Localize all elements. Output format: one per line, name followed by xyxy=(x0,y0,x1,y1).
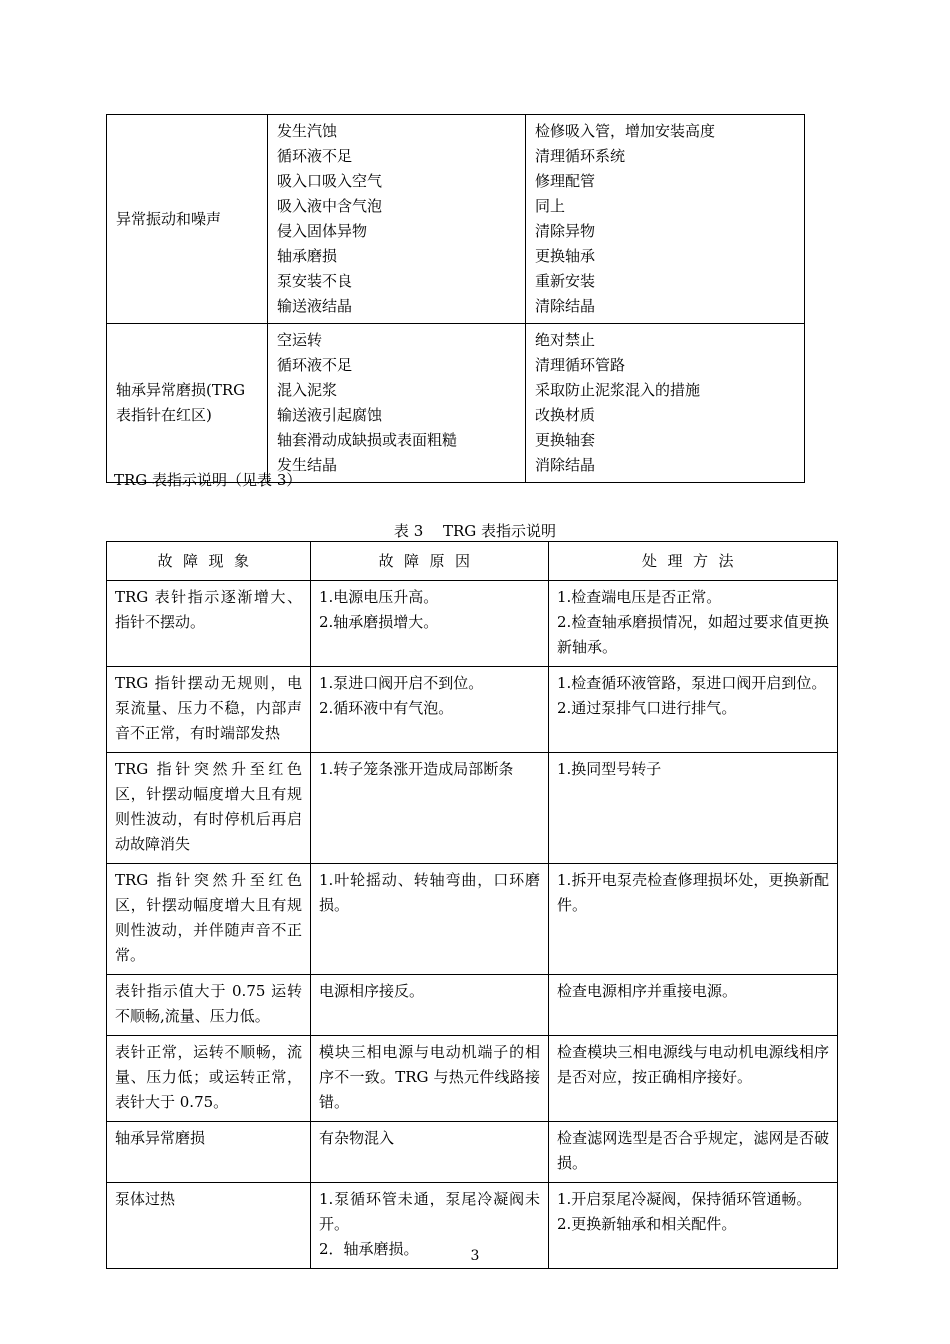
table-row xyxy=(107,115,805,324)
symptom-cell xyxy=(107,753,311,864)
cause-item: 吸入液中含气泡 xyxy=(277,197,383,215)
page-number: 3 xyxy=(470,1248,480,1264)
symptom-cell xyxy=(107,1036,311,1122)
cause-item: 循环液不足 xyxy=(277,147,353,165)
cause-item: 发生汽蚀 xyxy=(277,122,338,140)
header-remedy: 处理方法 xyxy=(549,542,838,581)
cause-item: 侵入固体异物 xyxy=(277,222,368,240)
cause-cell xyxy=(311,581,549,667)
remedy-item: 采取防止泥浆混入的措施 xyxy=(535,381,701,399)
remedy-text: 1.换同型号转子 xyxy=(557,760,662,778)
symptom-text: 异常振动和噪声 xyxy=(116,209,222,228)
remedy-text: 检查模块三相电源线与电动机电源线相序是否对应，按正确相序接好。 xyxy=(557,1043,829,1086)
cause-cell xyxy=(311,1036,549,1122)
remedy-item: 更换轴承 xyxy=(535,247,596,265)
cause-text: 模块三相电源与电动机端子的相序不一致。TRG 与热元件线路接错。 xyxy=(319,1043,540,1111)
remedy-item: 清理循环管路 xyxy=(535,356,626,374)
table-row xyxy=(107,324,805,483)
symptom-text: 表针正常，运转不顺畅，流量、压力低；或运转正常，表针大于 0.75。 xyxy=(115,1043,302,1111)
remedy-item: 同上 xyxy=(535,197,566,215)
remedy-text: 检查电源相序并重接电源。 xyxy=(557,982,738,1000)
table-row xyxy=(107,1036,838,1122)
cause-item: 空运转 xyxy=(277,331,323,349)
symptom-cell xyxy=(107,864,311,975)
remedy-item: 清除结晶 xyxy=(535,297,596,315)
remedy-cell xyxy=(526,115,805,324)
remedy-text: 2.更换新轴承和相关配件。 xyxy=(557,1215,737,1233)
symptom-text: TRG 表针指示逐渐增大、指针不摆动。 xyxy=(115,588,302,631)
symptom-cell xyxy=(107,581,311,667)
symptom-text: 表针指示值大于 0.75 运转不顺畅,流量、压力低。 xyxy=(115,982,302,1025)
symptom-text: TRG 指针摆动无规则，电泵流量、压力不稳，内部声音不正常，有时端部发热 xyxy=(115,674,302,742)
cause-item: 发生结晶 xyxy=(277,456,338,474)
cause-cell xyxy=(268,115,526,324)
cause-item: 轴承磨损 xyxy=(277,247,338,265)
remedy-item: 清除异物 xyxy=(535,222,596,240)
table-caption: 表 3 TRG 表指示说明 xyxy=(393,522,557,540)
cause-item: 输送液引起腐蚀 xyxy=(277,406,383,424)
cause-text: 2．轴承磨损。 xyxy=(319,1240,419,1258)
remedy-cell xyxy=(549,975,838,1036)
table-row xyxy=(107,975,838,1036)
cause-cell xyxy=(311,975,549,1036)
cause-cell xyxy=(268,324,526,483)
cause-item: 轴套滑动成缺损或表面粗糙 xyxy=(277,431,458,449)
remedy-cell xyxy=(549,864,838,975)
header-cause: 故障原因 xyxy=(311,542,549,581)
cause-text: 2.循环液中有气泡。 xyxy=(319,699,454,717)
remedy-item: 消除结晶 xyxy=(535,456,596,474)
cause-item: 混入泥浆 xyxy=(277,381,338,399)
symptom-cell xyxy=(107,1122,311,1183)
fault-table-continued xyxy=(106,114,805,483)
remedy-text: 2.通过泵排气口进行排气。 xyxy=(557,699,737,717)
remedy-item: 重新安装 xyxy=(535,272,596,290)
cause-text: 有杂物混入 xyxy=(319,1129,395,1147)
remedy-cell xyxy=(549,1122,838,1183)
remedy-text: 1.检查循环液管路，泵进口阀开启到位。 xyxy=(557,674,827,692)
remedy-item: 改换材质 xyxy=(535,406,596,424)
remedy-cell xyxy=(549,581,838,667)
remedy-item: 绝对禁止 xyxy=(535,331,596,349)
cause-text: 1.电源电压升高。 xyxy=(319,588,439,606)
header-symptom: 故障现象 xyxy=(107,542,311,581)
table-row xyxy=(107,667,838,753)
symptom-text: TRG 指针突然升至红色区，针摆动幅度增大且有规则性波动，并伴随声音不正常。 xyxy=(115,871,302,964)
cause-cell xyxy=(311,864,549,975)
symptom-text: 泵体过热 xyxy=(115,1190,176,1208)
cause-cell xyxy=(311,753,549,864)
symptom-cell xyxy=(107,115,268,324)
cause-item: 循环液不足 xyxy=(277,356,353,374)
cause-text: 1.泵进口阀开启不到位。 xyxy=(319,674,484,692)
remedy-text: 2.检查轴承磨损情况，如超过要求值更换新轴承。 xyxy=(557,613,829,656)
symptom-text: 轴承异常磨损 xyxy=(115,1129,206,1147)
remedy-cell xyxy=(526,324,805,483)
symptom-text: 轴承异常磨损(TRG xyxy=(116,381,246,399)
cause-item: 吸入口吸入空气 xyxy=(277,172,383,190)
remedy-text: 检查滤网选型是否合乎规定，滤网是否破损。 xyxy=(557,1129,829,1172)
remedy-text: 1.拆开电泵壳检查修理损坏处，更换新配件。 xyxy=(557,871,829,914)
cause-text: 1.泵循环管未通，泵尾冷凝阀未开。 xyxy=(319,1190,540,1233)
symptom-text: TRG 指针突然升至红色区，针摆动幅度增大且有规则性波动，有时停机后再启动故障消失 xyxy=(115,760,302,853)
cause-cell xyxy=(311,667,549,753)
table-header-row xyxy=(107,542,838,581)
symptom-cell xyxy=(107,667,311,753)
trg-note: TRG 表指示说明（见表 3） xyxy=(114,471,302,489)
cause-text: 1.转子笼条涨开造成局部断条 xyxy=(319,760,514,778)
cause-item: 泵安装不良 xyxy=(277,272,353,290)
cause-text: 2.轴承磨损增大。 xyxy=(319,613,439,631)
trg-indicator-table xyxy=(106,541,838,1269)
remedy-cell xyxy=(549,667,838,753)
remedy-item: 检修吸入管，增加安装高度 xyxy=(535,122,716,140)
remedy-cell xyxy=(549,753,838,864)
remedy-item: 修理配管 xyxy=(535,172,596,190)
remedy-item: 更换轴套 xyxy=(535,431,596,449)
table-row xyxy=(107,581,838,667)
cause-text: 电源相序接反。 xyxy=(319,982,425,1000)
symptom-cell xyxy=(107,975,311,1036)
remedy-text: 1.检查端电压是否正常。 xyxy=(557,588,722,606)
cause-item: 输送液结晶 xyxy=(277,297,353,315)
remedy-cell xyxy=(549,1036,838,1122)
remedy-item: 清理循环系统 xyxy=(535,147,626,165)
symptom-text: 表指针在红区) xyxy=(116,406,212,424)
table-row xyxy=(107,1122,838,1183)
remedy-text: 1.开启泵尾冷凝阀，保持循环管通畅。 xyxy=(557,1190,812,1208)
table-row xyxy=(107,864,838,975)
table-row xyxy=(107,753,838,864)
symptom-cell xyxy=(107,324,268,483)
cause-text: 1.叶轮摇动、转轴弯曲，口环磨损。 xyxy=(319,871,540,914)
cause-cell xyxy=(311,1122,549,1183)
